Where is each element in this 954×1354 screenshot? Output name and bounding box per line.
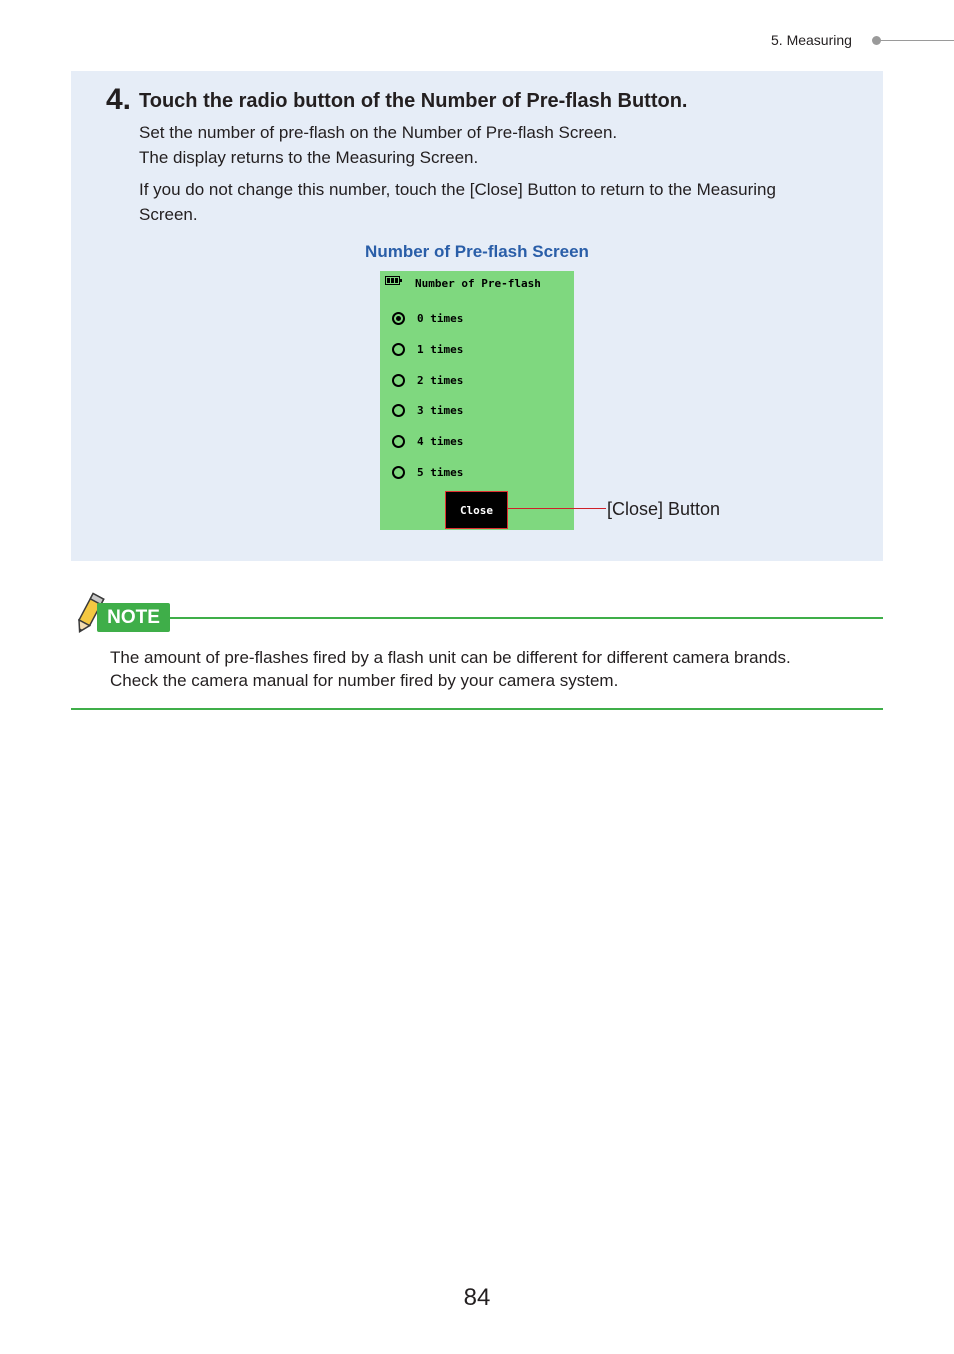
header-section: 5. Measuring: [771, 32, 852, 48]
step-text-1: Set the number of pre-flash on the Number of Pre-flash Screen.: [139, 123, 618, 142]
step-number: 4.: [106, 83, 132, 116]
option-2[interactable]: [392, 371, 463, 389]
note-rule-top: [170, 617, 883, 619]
callout-label: [Close] Button: [607, 499, 721, 519]
option-0[interactable]: [392, 309, 463, 327]
radio-button-icon[interactable]: [392, 404, 405, 417]
option-label: 5 times: [417, 465, 464, 479]
option-4[interactable]: [392, 432, 463, 450]
note-badge: NOTE: [97, 603, 170, 632]
step-title: Touch the radio button of the Number of Pre-flash Button.: [139, 90, 688, 112]
figure-caption: Number of Pre-flash Screen: [365, 242, 589, 261]
radio-button-icon[interactable]: [392, 466, 405, 479]
radio-button-icon[interactable]: [392, 343, 405, 356]
radio-button-icon[interactable]: [392, 374, 405, 387]
step-text-3: If you do not change this number, touch the [Close] Button to return to the Measuring Screen.: [139, 180, 776, 224]
option-1[interactable]: [392, 340, 463, 358]
radio-button-icon[interactable]: [392, 435, 405, 448]
option-5[interactable]: [392, 463, 463, 481]
screen-title: Number of Pre-flash: [415, 277, 541, 290]
step-text-2: The display returns to the Measuring Screen.: [139, 148, 479, 167]
header-rule: [880, 40, 954, 41]
option-label: 3 times: [417, 403, 464, 417]
option-label: 4 times: [417, 434, 464, 448]
option-label: 0 times: [417, 311, 464, 325]
page-number: 84: [463, 1284, 491, 1311]
radio-button-icon[interactable]: [392, 312, 405, 325]
battery-icon: [385, 276, 400, 285]
note-text-2: Check the camera manual for number fired by your camera system.: [110, 671, 619, 690]
callout-line: [508, 508, 606, 509]
option-3[interactable]: [392, 401, 463, 419]
note-text-1: The amount of pre-flashes fired by a flash unit can be different for different camera brands.: [110, 648, 791, 667]
device-screen: [380, 271, 574, 530]
note-rule-bottom: [71, 708, 883, 710]
close-button[interactable]: Close: [445, 491, 508, 529]
option-label: 2 times: [417, 373, 464, 387]
option-label: 1 times: [417, 342, 464, 356]
